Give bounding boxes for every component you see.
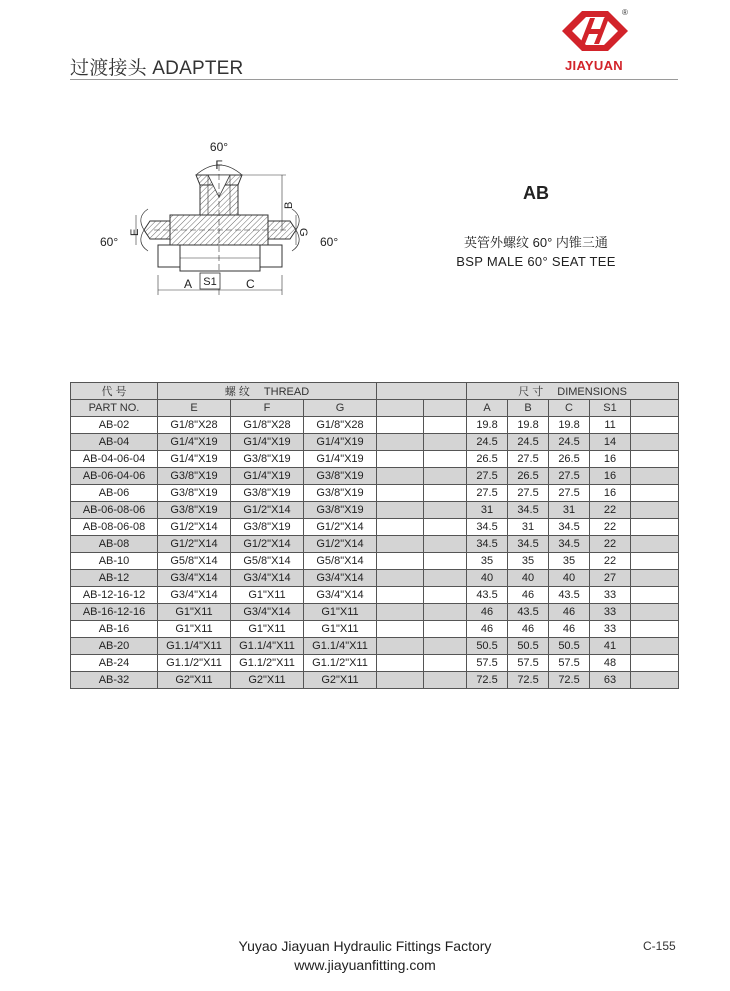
cell-c: 34.5 xyxy=(549,519,590,536)
table-row xyxy=(71,417,679,434)
cell-blank xyxy=(424,638,467,655)
cell-blank xyxy=(631,621,679,638)
cell-s1: 22 xyxy=(590,502,631,519)
cell-b: 34.5 xyxy=(508,502,549,519)
cell-g: G1/4"X19 xyxy=(304,451,377,468)
cell-f: G1.1/4"X11 xyxy=(231,638,304,655)
cell-blank xyxy=(377,468,424,485)
cell-g: G1.1/2"X11 xyxy=(304,655,377,672)
cell-g: G5/8"X14 xyxy=(304,553,377,570)
cell-a: 46 xyxy=(467,621,508,638)
cell-s1: 48 xyxy=(590,655,631,672)
cell-blank xyxy=(424,417,467,434)
cell-a: 31 xyxy=(467,502,508,519)
cell-blank xyxy=(377,553,424,570)
spec-table xyxy=(70,382,679,689)
dim-c-label: C xyxy=(246,277,255,291)
cell-blank xyxy=(424,451,467,468)
cell-blank xyxy=(631,519,679,536)
header-col-e: E xyxy=(158,400,231,417)
cell-blank xyxy=(424,655,467,672)
cell-blank xyxy=(377,485,424,502)
table-header-row-1 xyxy=(71,383,679,400)
dim-a-label: A xyxy=(184,277,193,291)
registered-mark: ® xyxy=(622,8,628,17)
cell-f: G3/8"X19 xyxy=(231,519,304,536)
angle-top-label: 60° xyxy=(209,140,229,154)
page-title: 过渡接头 ADAPTER xyxy=(70,58,244,79)
cell-g: G1/2"X14 xyxy=(304,536,377,553)
header-col-f: F xyxy=(231,400,304,417)
cell-f: G3/8"X19 xyxy=(231,485,304,502)
cell-a: 50.5 xyxy=(467,638,508,655)
cell-blank xyxy=(377,536,424,553)
cell-c: 35 xyxy=(549,553,590,570)
cell-part: AB-32 xyxy=(71,672,158,689)
cell-f: G2"X11 xyxy=(231,672,304,689)
cell-s1: 63 xyxy=(590,672,631,689)
cell-a: 27.5 xyxy=(467,485,508,502)
cell-a: 27.5 xyxy=(467,468,508,485)
cell-g: G3/8"X19 xyxy=(304,468,377,485)
brand-name: JIAYUAN xyxy=(565,58,623,73)
cell-g: G2"X11 xyxy=(304,672,377,689)
cell-f: G1"X11 xyxy=(231,621,304,638)
cell-e: G1"X11 xyxy=(158,621,231,638)
cell-b: 34.5 xyxy=(508,536,549,553)
cell-blank xyxy=(424,485,467,502)
cell-part: AB-16 xyxy=(71,621,158,638)
cell-b: 19.8 xyxy=(508,417,549,434)
cell-blank xyxy=(424,553,467,570)
header-blank-3 xyxy=(631,400,679,417)
cell-blank xyxy=(377,638,424,655)
cell-b: 27.5 xyxy=(508,451,549,468)
cell-part: AB-02 xyxy=(71,417,158,434)
cell-s1: 22 xyxy=(590,519,631,536)
cell-f: G1"X11 xyxy=(231,587,304,604)
table-row xyxy=(71,587,679,604)
cell-e: G1/8"X28 xyxy=(158,417,231,434)
cell-g: G3/8"X19 xyxy=(304,485,377,502)
cell-c: 27.5 xyxy=(549,468,590,485)
cell-blank xyxy=(424,519,467,536)
cell-blank xyxy=(631,485,679,502)
table-row xyxy=(71,434,679,451)
page-number: C-155 xyxy=(643,939,676,953)
header-thread-en: THREAD xyxy=(263,386,310,398)
cell-part: AB-04 xyxy=(71,434,158,451)
cell-a: 46 xyxy=(467,604,508,621)
cell-g: G1/2"X14 xyxy=(304,519,377,536)
cell-b: 24.5 xyxy=(508,434,549,451)
footer-company: Yuyao Jiayuan Hydraulic Fittings Factory xyxy=(238,938,492,954)
cell-f: G5/8"X14 xyxy=(231,553,304,570)
cell-part: AB-16-12-16 xyxy=(71,604,158,621)
cell-b: 72.5 xyxy=(508,672,549,689)
cell-part: AB-06 xyxy=(71,485,158,502)
cell-e: G1/2"X14 xyxy=(158,536,231,553)
cell-c: 46 xyxy=(549,621,590,638)
cell-a: 24.5 xyxy=(467,434,508,451)
product-code: AB xyxy=(523,183,549,203)
cell-g: G3/4"X14 xyxy=(304,570,377,587)
cell-a: 19.8 xyxy=(467,417,508,434)
cell-blank xyxy=(424,570,467,587)
cell-blank xyxy=(377,519,424,536)
cell-s1: 14 xyxy=(590,434,631,451)
cell-s1: 11 xyxy=(590,417,631,434)
cell-e: G5/8"X14 xyxy=(158,553,231,570)
cell-e: G1"X11 xyxy=(158,604,231,621)
cell-g: G1/4"X19 xyxy=(304,434,377,451)
dim-g-label: G xyxy=(297,228,309,237)
cell-f: G3/4"X14 xyxy=(231,604,304,621)
header-blank-1 xyxy=(377,400,424,417)
cell-b: 46 xyxy=(508,621,549,638)
header-thread xyxy=(158,383,377,400)
header-dim-cn: 尺 寸 xyxy=(518,386,544,398)
cell-blank xyxy=(377,672,424,689)
header-col-b: B xyxy=(508,400,549,417)
cell-s1: 33 xyxy=(590,621,631,638)
cell-b: 46 xyxy=(508,587,549,604)
cell-f: G1/4"X19 xyxy=(231,434,304,451)
cell-e: G1.1/2"X11 xyxy=(158,655,231,672)
angle-right-label: 60° xyxy=(320,235,339,249)
cell-blank xyxy=(377,587,424,604)
dim-e-label: E xyxy=(129,228,141,236)
cell-c: 26.5 xyxy=(549,451,590,468)
cell-f: G3/4"X14 xyxy=(231,570,304,587)
header-part-no: PART NO. xyxy=(71,400,158,417)
cell-blank xyxy=(377,621,424,638)
cell-b: 26.5 xyxy=(508,468,549,485)
cell-f: G3/8"X19 xyxy=(231,451,304,468)
cell-blank xyxy=(424,672,467,689)
cell-part: AB-20 xyxy=(71,638,158,655)
footer-url: www.jiayuanfitting.com xyxy=(294,957,436,973)
cell-blank xyxy=(377,417,424,434)
cell-blank xyxy=(424,536,467,553)
cell-s1: 33 xyxy=(590,587,631,604)
cell-part: AB-06-08-06 xyxy=(71,502,158,519)
cell-e: G2"X11 xyxy=(158,672,231,689)
table-row xyxy=(71,638,679,655)
table-row xyxy=(71,672,679,689)
cell-e: G1/4"X19 xyxy=(158,451,231,468)
angle-left-label: 60° xyxy=(100,235,119,249)
cell-g: G1"X11 xyxy=(304,604,377,621)
cell-s1: 16 xyxy=(590,468,631,485)
dim-f-label: F xyxy=(215,158,223,172)
cell-e: G3/4"X14 xyxy=(158,587,231,604)
cell-c: 57.5 xyxy=(549,655,590,672)
cell-c: 31 xyxy=(549,502,590,519)
header-col-s1: S1 xyxy=(590,400,631,417)
cell-blank xyxy=(424,621,467,638)
table-header-row-2 xyxy=(71,400,679,417)
table-row xyxy=(71,621,679,638)
cell-part: AB-12-16-12 xyxy=(71,587,158,604)
cell-a: 57.5 xyxy=(467,655,508,672)
cell-c: 24.5 xyxy=(549,434,590,451)
cell-blank xyxy=(377,502,424,519)
product-description-cn: 英管外螺纹 60° 内锥三通 xyxy=(464,235,608,250)
header-divider xyxy=(70,79,678,80)
cell-b: 40 xyxy=(508,570,549,587)
table-row xyxy=(71,536,679,553)
cell-e: G3/8"X19 xyxy=(158,485,231,502)
table-row xyxy=(71,485,679,502)
header-col-c: C xyxy=(549,400,590,417)
cell-b: 27.5 xyxy=(508,485,549,502)
cell-g: G1"X11 xyxy=(304,621,377,638)
cell-blank xyxy=(631,536,679,553)
brand-logo xyxy=(554,8,634,74)
header-dimensions xyxy=(467,383,679,400)
cell-e: G3/8"X19 xyxy=(158,468,231,485)
cell-e: G3/8"X19 xyxy=(158,502,231,519)
cell-e: G1/4"X19 xyxy=(158,434,231,451)
cell-c: 46 xyxy=(549,604,590,621)
cell-g: G1/8"X28 xyxy=(304,417,377,434)
cell-g: G1.1/4"X11 xyxy=(304,638,377,655)
cell-e: G3/4"X14 xyxy=(158,570,231,587)
cell-blank xyxy=(631,638,679,655)
cell-c: 34.5 xyxy=(549,536,590,553)
cell-a: 40 xyxy=(467,570,508,587)
cell-e: G1.1/4"X11 xyxy=(158,638,231,655)
cell-blank xyxy=(424,434,467,451)
table-row xyxy=(71,502,679,519)
cell-blank xyxy=(631,604,679,621)
cell-s1: 33 xyxy=(590,604,631,621)
cell-blank xyxy=(631,417,679,434)
cell-part: AB-24 xyxy=(71,655,158,672)
cell-c: 50.5 xyxy=(549,638,590,655)
cell-blank xyxy=(631,570,679,587)
cell-g: G3/8"X19 xyxy=(304,502,377,519)
cell-a: 72.5 xyxy=(467,672,508,689)
cell-a: 34.5 xyxy=(467,536,508,553)
cell-s1: 41 xyxy=(590,638,631,655)
cell-s1: 16 xyxy=(590,485,631,502)
cell-b: 31 xyxy=(508,519,549,536)
table-row xyxy=(71,553,679,570)
cell-blank xyxy=(631,502,679,519)
cell-part: AB-10 xyxy=(71,553,158,570)
cell-blank xyxy=(631,451,679,468)
cell-blank xyxy=(424,468,467,485)
cell-a: 34.5 xyxy=(467,519,508,536)
product-description-en: BSP MALE 60° SEAT TEE xyxy=(456,254,616,269)
cell-part: AB-06-04-06 xyxy=(71,468,158,485)
cell-part: AB-08-06-08 xyxy=(71,519,158,536)
table-row xyxy=(71,451,679,468)
header-blank-2 xyxy=(424,400,467,417)
cell-b: 57.5 xyxy=(508,655,549,672)
cell-a: 35 xyxy=(467,553,508,570)
cell-blank xyxy=(424,604,467,621)
cell-blank xyxy=(631,468,679,485)
cell-e: G1/2"X14 xyxy=(158,519,231,536)
table-row xyxy=(71,570,679,587)
header-col-a: A xyxy=(467,400,508,417)
cell-blank xyxy=(377,451,424,468)
cell-f: G1/2"X14 xyxy=(231,502,304,519)
jiayuan-logo-icon xyxy=(560,8,630,54)
cell-b: 43.5 xyxy=(508,604,549,621)
cell-g: G3/4"X14 xyxy=(304,587,377,604)
cell-s1: 22 xyxy=(590,536,631,553)
cell-f: G1/4"X19 xyxy=(231,468,304,485)
cell-part: AB-04-06-04 xyxy=(71,451,158,468)
header-dim-en: DIMENSIONS xyxy=(557,386,627,398)
tee-fitting-drawing xyxy=(100,135,360,300)
header-code-cn: 代 号 xyxy=(71,383,158,400)
cell-blank xyxy=(631,672,679,689)
header-thread-cn: 螺 纹 xyxy=(224,386,250,398)
cell-a: 26.5 xyxy=(467,451,508,468)
cell-c: 72.5 xyxy=(549,672,590,689)
cell-s1: 16 xyxy=(590,451,631,468)
table-row xyxy=(71,519,679,536)
cell-blank xyxy=(377,655,424,672)
cell-c: 19.8 xyxy=(549,417,590,434)
header-col-g: G xyxy=(304,400,377,417)
cell-blank xyxy=(631,553,679,570)
cell-s1: 22 xyxy=(590,553,631,570)
cell-c: 43.5 xyxy=(549,587,590,604)
cell-blank xyxy=(631,434,679,451)
table-row xyxy=(71,604,679,621)
cell-c: 27.5 xyxy=(549,485,590,502)
cell-blank xyxy=(377,604,424,621)
cell-part: AB-08 xyxy=(71,536,158,553)
cell-blank xyxy=(377,570,424,587)
header-blank xyxy=(377,383,467,400)
cell-blank xyxy=(631,587,679,604)
cell-b: 35 xyxy=(508,553,549,570)
table-row xyxy=(71,468,679,485)
cell-blank xyxy=(377,434,424,451)
table-row xyxy=(71,655,679,672)
cell-s1: 27 xyxy=(590,570,631,587)
dim-s1-label: S1 xyxy=(203,276,217,288)
cell-blank xyxy=(424,587,467,604)
cell-b: 50.5 xyxy=(508,638,549,655)
cell-blank xyxy=(424,502,467,519)
cell-a: 43.5 xyxy=(467,587,508,604)
cell-blank xyxy=(631,655,679,672)
dim-b-label: B xyxy=(283,201,295,209)
cell-part: AB-12 xyxy=(71,570,158,587)
cell-f: G1.1/2"X11 xyxy=(231,655,304,672)
cell-f: G1/8"X28 xyxy=(231,417,304,434)
cell-f: G1/2"X14 xyxy=(231,536,304,553)
cell-c: 40 xyxy=(549,570,590,587)
